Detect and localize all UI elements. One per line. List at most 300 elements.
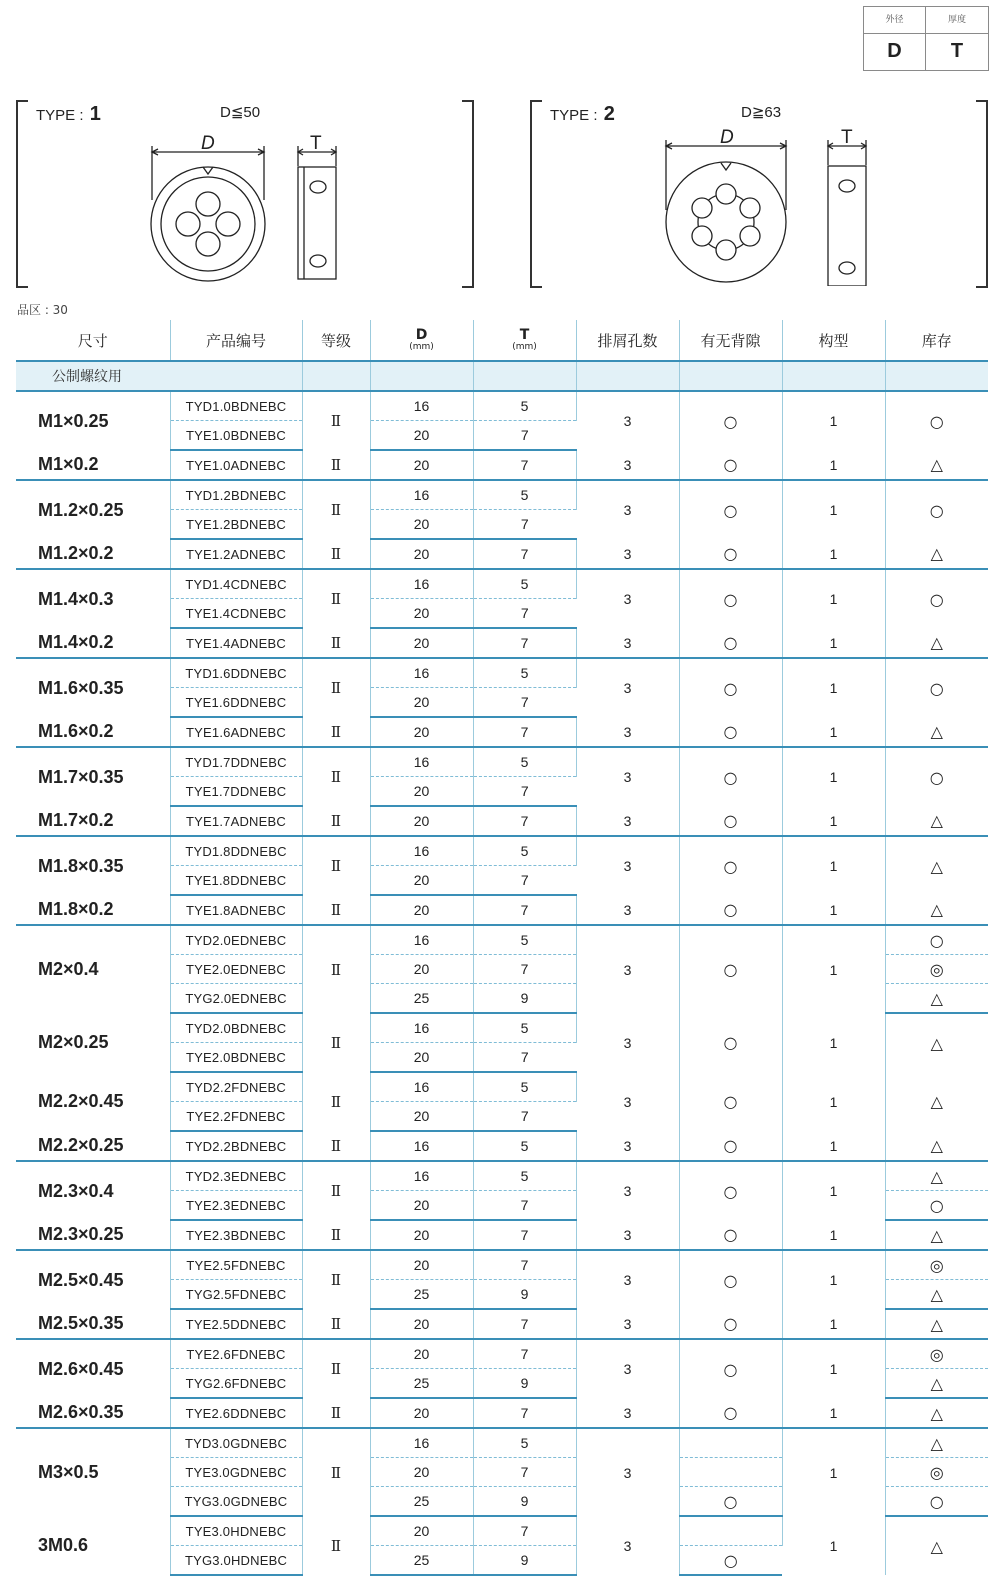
table-row: [16, 806, 988, 836]
t-cell: 5: [473, 1161, 576, 1191]
type-label: TYPE : 1: [36, 103, 101, 125]
t-cell: 7: [473, 1191, 576, 1221]
table-row: [16, 391, 988, 421]
stock-cell: ○: [885, 1487, 988, 1517]
d-cell: 20: [370, 1102, 473, 1132]
clearance-cell: ○: [679, 1250, 782, 1309]
t-cell: 9: [473, 1369, 576, 1399]
type-cell: 1: [782, 1013, 885, 1072]
table-row: [16, 925, 988, 955]
table-row: [16, 747, 988, 777]
size-cell: M2.2×0.25: [16, 1131, 170, 1161]
type-cell: 1: [782, 836, 885, 895]
part-number-cell: TYE2.6FDNEBC: [170, 1339, 302, 1369]
col-header-type: 构型: [782, 320, 885, 361]
legend-outer-diameter: [864, 7, 926, 70]
part-number-cell: TYE1.6DDNEBC: [170, 688, 302, 718]
part-number-cell: TYE1.2BDNEBC: [170, 510, 302, 540]
t-cell: 9: [473, 1546, 576, 1576]
stock-cell: ○: [885, 925, 988, 955]
type-number: 2: [603, 103, 615, 125]
part-number-cell: TYD2.0BDNEBC: [170, 1013, 302, 1043]
holes-cell: 3: [576, 391, 679, 450]
t-cell: 7: [473, 421, 576, 451]
grade-cell: Ⅱ: [302, 1309, 370, 1339]
type-1-die-drawing: [16, 100, 474, 286]
clearance-cell: ○: [679, 1131, 782, 1161]
stock-cell: △: [885, 1280, 988, 1310]
stock-cell: ◎: [885, 1339, 988, 1369]
stock-cell: ○: [929, 589, 944, 609]
table-row: [16, 1013, 988, 1043]
clearance-cell: ○: [679, 1339, 782, 1398]
type-cell: 1: [782, 1428, 885, 1516]
t-cell: 7: [473, 539, 576, 569]
clearance-cell: [679, 1516, 782, 1546]
table-row: [16, 1220, 988, 1250]
clearance-cell: ○: [679, 1398, 782, 1428]
type-number: 1: [89, 103, 101, 125]
clearance-cell: ○: [679, 569, 782, 628]
table-body: [16, 361, 988, 1575]
t-cell: 5: [473, 747, 576, 777]
d-cell: 20: [370, 717, 473, 747]
col-header-size: 尺寸: [16, 320, 170, 361]
size-cell: M2.5×0.35: [16, 1309, 170, 1339]
stock-cell: △: [885, 717, 988, 747]
size-cell: M2.3×0.4: [16, 1161, 170, 1220]
holes-cell: 3: [576, 925, 679, 1013]
d-cell: 25: [370, 1280, 473, 1310]
type-2-panel: [530, 100, 988, 286]
grade-cell: Ⅱ: [302, 628, 370, 658]
holes-cell: 3: [576, 895, 679, 925]
holes-cell: 3: [576, 1309, 679, 1339]
t-cell: 9: [473, 984, 576, 1014]
holes-cell: 3: [576, 1072, 679, 1131]
area-label: 品区 : 30: [17, 303, 68, 317]
table-row: [16, 1161, 988, 1191]
d-cell: 16: [370, 1131, 473, 1161]
type-cell: 1: [782, 628, 885, 658]
type-cell: 1: [782, 1250, 885, 1309]
part-number-cell: TYG3.0GDNEBC: [170, 1487, 302, 1517]
grade-cell: Ⅱ: [302, 1428, 370, 1516]
t-cell: 9: [473, 1487, 576, 1517]
t-cell: 5: [473, 1013, 576, 1043]
t-cell: 7: [473, 688, 576, 718]
table-row: [16, 628, 988, 658]
stock-cell: △: [885, 1131, 988, 1161]
legend-label: 外径: [864, 7, 925, 34]
part-number-cell: TYD2.2FDNEBC: [170, 1072, 302, 1102]
dim-d-label: D: [720, 127, 734, 148]
d-cell: 20: [370, 1398, 473, 1428]
clearance-cell: ○: [679, 895, 782, 925]
t-cell: 5: [473, 569, 576, 599]
col-header-t: T (mm): [473, 320, 576, 361]
size-cell: M2.6×0.35: [16, 1398, 170, 1428]
table-row: [16, 717, 988, 747]
part-number-cell: TYG2.0EDNEBC: [170, 984, 302, 1014]
holes-cell: 3: [576, 628, 679, 658]
size-cell: M2.2×0.45: [16, 1072, 170, 1131]
stock-cell: ◎: [885, 1250, 988, 1280]
grade-cell: Ⅱ: [302, 391, 370, 450]
d-cell: 20: [370, 1309, 473, 1339]
size-cell: M1×0.2: [16, 450, 170, 480]
d-cell: 16: [370, 569, 473, 599]
holes-cell: 3: [576, 717, 679, 747]
stock-cell: △: [885, 628, 988, 658]
part-number-cell: TYD1.7DDNEBC: [170, 747, 302, 777]
d-cell: 20: [370, 1220, 473, 1250]
type-cell: 1: [782, 895, 885, 925]
clearance-cell: ○: [679, 450, 782, 480]
d-cell: 20: [370, 1250, 473, 1280]
grade-cell: Ⅱ: [302, 717, 370, 747]
col-header-holes: 排屑孔数: [576, 320, 679, 361]
t-cell: 7: [473, 895, 576, 925]
t-cell: 5: [473, 1428, 576, 1458]
stock-cell: ○: [929, 411, 944, 431]
part-number-cell: TYE2.0EDNEBC: [170, 955, 302, 984]
clearance-cell: ○: [679, 717, 782, 747]
part-number-cell: TYE2.5DDNEBC: [170, 1309, 302, 1339]
d-cell: 20: [370, 1191, 473, 1221]
stock-cell: △: [885, 1398, 988, 1428]
stock-cell: △: [885, 1309, 988, 1339]
part-number-cell: TYD1.6DDNEBC: [170, 658, 302, 688]
grade-cell: Ⅱ: [302, 539, 370, 569]
size-cell: M1.2×0.2: [16, 539, 170, 569]
part-number-cell: TYD2.2BDNEBC: [170, 1131, 302, 1161]
clearance-cell: ○: [679, 1161, 782, 1220]
table-row: [16, 539, 988, 569]
table-row: [16, 1309, 988, 1339]
stock-cell: ◎: [885, 955, 988, 984]
t-cell: 7: [473, 628, 576, 658]
spec-table: [16, 320, 988, 1576]
part-number-cell: TYE1.0BDNEBC: [170, 421, 302, 451]
size-cell: M2.3×0.25: [16, 1220, 170, 1250]
stock-cell: ◎: [885, 1458, 988, 1487]
t-cell: 9: [473, 1280, 576, 1310]
type-cell: 1: [782, 1516, 885, 1575]
part-number-cell: TYG2.5FDNEBC: [170, 1280, 302, 1310]
clearance-cell: ○: [679, 628, 782, 658]
t-cell: 7: [473, 866, 576, 896]
holes-cell: 3: [576, 1220, 679, 1250]
part-number-cell: TYE2.3EDNEBC: [170, 1191, 302, 1221]
type-cell: 1: [782, 1072, 885, 1131]
stock-cell: △: [885, 1220, 988, 1250]
part-number-cell: TYD1.4CDNEBC: [170, 569, 302, 599]
d-cell: 20: [370, 688, 473, 718]
t-cell: 7: [473, 1339, 576, 1369]
holes-cell: 3: [576, 569, 679, 628]
clearance-cell: ○: [679, 658, 782, 717]
table-row: [16, 1339, 988, 1369]
t-cell: 7: [473, 1398, 576, 1428]
size-cell: M2×0.25: [16, 1013, 170, 1072]
clearance-cell: ○: [679, 539, 782, 569]
grade-cell: Ⅱ: [302, 450, 370, 480]
holes-cell: 3: [576, 747, 679, 806]
t-cell: 5: [473, 836, 576, 866]
grade-cell: Ⅱ: [302, 1220, 370, 1250]
table-row: [16, 450, 988, 480]
t-cell: 5: [473, 1131, 576, 1161]
part-number-cell: TYD2.0EDNEBC: [170, 925, 302, 955]
holes-cell: 3: [576, 539, 679, 569]
size-cell: M3×0.5: [16, 1428, 170, 1516]
size-cell: M1.6×0.35: [16, 658, 170, 717]
type-2-die-drawing: [530, 100, 988, 286]
col-header-clearance: 有无背隙: [679, 320, 782, 361]
t-cell: 7: [473, 777, 576, 807]
grade-cell: Ⅱ: [302, 1131, 370, 1161]
dim-t-label: T: [310, 133, 322, 154]
holes-cell: 3: [576, 1250, 679, 1309]
d-cell: 20: [370, 806, 473, 836]
d-cell: 16: [370, 1161, 473, 1191]
d-cell: 20: [370, 599, 473, 629]
t-cell: 7: [473, 1458, 576, 1487]
size-cell: M1.6×0.2: [16, 717, 170, 747]
table-row: [16, 569, 988, 599]
table-row: [16, 895, 988, 925]
legend-symbol: D: [887, 40, 902, 62]
d-cell: 20: [370, 421, 473, 451]
t-cell: 7: [473, 955, 576, 984]
grade-cell: Ⅱ: [302, 925, 370, 1013]
table-header-row: [16, 320, 988, 361]
holes-cell: 3: [576, 658, 679, 717]
d-cell: 20: [370, 866, 473, 896]
type-cell: 1: [782, 1131, 885, 1161]
size-cell: M1.7×0.35: [16, 747, 170, 806]
clearance-cell: ○: [679, 1487, 782, 1517]
part-number-cell: TYD1.0BDNEBC: [170, 391, 302, 421]
type-cell: 1: [782, 747, 885, 806]
clearance-cell: ○: [679, 1546, 782, 1576]
t-cell: 5: [473, 391, 576, 421]
type-cell: 1: [782, 925, 885, 1013]
part-number-cell: TYD1.8DDNEBC: [170, 836, 302, 866]
type-cell: 1: [782, 1161, 885, 1220]
clearance-cell: ○: [679, 1220, 782, 1250]
part-number-cell: TYE2.0BDNEBC: [170, 1043, 302, 1073]
t-cell: 5: [473, 658, 576, 688]
clearance-cell: ○: [679, 391, 782, 450]
grade-cell: Ⅱ: [302, 1339, 370, 1398]
holes-cell: 3: [576, 1516, 679, 1575]
clearance-cell: ○: [679, 1013, 782, 1072]
col-header-d: D (mm): [370, 320, 473, 361]
dimension-legend: [863, 6, 989, 71]
part-number-cell: TYE2.3BDNEBC: [170, 1220, 302, 1250]
table-row: [16, 1398, 988, 1428]
d-cell: 16: [370, 1072, 473, 1102]
stock-cell: △: [885, 806, 988, 836]
d-cell: 20: [370, 1339, 473, 1369]
part-number-cell: TYD3.0GDNEBC: [170, 1428, 302, 1458]
table-row: [16, 1428, 988, 1458]
stock-cell: △: [885, 450, 988, 480]
d-cell: 25: [370, 1487, 473, 1517]
d-cell: 20: [370, 1516, 473, 1546]
t-cell: 7: [473, 1250, 576, 1280]
size-cell: M1.7×0.2: [16, 806, 170, 836]
size-cell: 3M0.6: [16, 1516, 170, 1575]
grade-cell: Ⅱ: [302, 1072, 370, 1131]
t-cell: 7: [473, 450, 576, 480]
type-label: TYPE : 2: [550, 103, 615, 125]
clearance-cell: ○: [679, 747, 782, 806]
clearance-cell: [679, 1428, 782, 1458]
type-cell: 1: [782, 450, 885, 480]
grade-cell: Ⅱ: [302, 1398, 370, 1428]
grade-cell: Ⅱ: [302, 806, 370, 836]
d-cell: 25: [370, 984, 473, 1014]
d-cell: 16: [370, 391, 473, 421]
t-cell: 7: [473, 510, 576, 540]
part-number-cell: TYE2.5FDNEBC: [170, 1250, 302, 1280]
table-row: [16, 658, 988, 688]
type-cell: 1: [782, 391, 885, 450]
size-cell: M1.4×0.2: [16, 628, 170, 658]
holes-cell: 3: [576, 1131, 679, 1161]
part-number-cell: TYE1.4CDNEBC: [170, 599, 302, 629]
holes-cell: 3: [576, 1013, 679, 1072]
d-cell: 20: [370, 777, 473, 807]
stock-cell: △: [930, 1536, 943, 1556]
legend-thickness: [926, 7, 988, 70]
d-cell: 20: [370, 1458, 473, 1487]
stock-cell: △: [885, 1369, 988, 1399]
type-cell: 1: [782, 1220, 885, 1250]
stock-cell: △: [885, 895, 988, 925]
d-cell: 20: [370, 895, 473, 925]
d-cell: 25: [370, 1546, 473, 1576]
table-row: [16, 1072, 988, 1102]
stock-cell: ○: [885, 1191, 988, 1221]
type-cell: 1: [782, 480, 885, 539]
stock-cell: △: [930, 1092, 943, 1111]
part-number-cell: TYE2.6DDNEBC: [170, 1398, 302, 1428]
dim-t-label: T: [841, 127, 853, 148]
d-cell: 16: [370, 836, 473, 866]
stock-cell: △: [930, 1033, 943, 1053]
part-number-cell: TYG2.6FDNEBC: [170, 1369, 302, 1399]
d-cell: 16: [370, 925, 473, 955]
holes-cell: 3: [576, 806, 679, 836]
table-row: [16, 1250, 988, 1280]
t-cell: 7: [473, 806, 576, 836]
d-cell: 16: [370, 658, 473, 688]
grade-cell: Ⅱ: [302, 569, 370, 628]
clearance-cell: ○: [679, 806, 782, 836]
holes-cell: 3: [576, 836, 679, 895]
part-number-cell: TYE1.4ADNEBC: [170, 628, 302, 658]
size-cell: M1.2×0.25: [16, 480, 170, 539]
clearance-cell: ○: [679, 1072, 782, 1131]
grade-cell: Ⅱ: [302, 1516, 370, 1575]
dim-d-label: D: [201, 133, 215, 154]
holes-cell: 3: [576, 1161, 679, 1220]
holes-cell: 3: [576, 480, 679, 539]
size-cell: M1.8×0.35: [16, 836, 170, 895]
type-1-panel: [16, 100, 474, 286]
grade-cell: Ⅱ: [302, 480, 370, 539]
table-row: [16, 836, 988, 866]
type-cell: 1: [782, 806, 885, 836]
t-cell: 7: [473, 1102, 576, 1132]
d-cell: 20: [370, 450, 473, 480]
d-cell: 16: [370, 1428, 473, 1458]
d-cell: 20: [370, 628, 473, 658]
type-cell: 1: [782, 1309, 885, 1339]
clearance-cell: [679, 1458, 782, 1487]
legend-label: 厚度: [926, 7, 988, 34]
part-number-cell: TYE2.2FDNEBC: [170, 1102, 302, 1132]
part-number-cell: TYD1.2BDNEBC: [170, 480, 302, 510]
d-cell: 20: [370, 510, 473, 540]
d-cell: 16: [370, 1013, 473, 1043]
size-cell: M2×0.4: [16, 925, 170, 1013]
type-cell: 1: [782, 658, 885, 717]
grade-cell: Ⅱ: [302, 1013, 370, 1072]
col-header-stock: 库存: [885, 320, 988, 361]
category-label: 公制螺纹用: [16, 361, 302, 391]
table-row: [16, 1131, 988, 1161]
type-cell: 1: [782, 569, 885, 628]
legend-symbol: T: [950, 40, 964, 62]
stock-cell: △: [930, 856, 943, 876]
d-cell: 16: [370, 480, 473, 510]
d-cell: 25: [370, 1369, 473, 1399]
clearance-cell: ○: [679, 925, 782, 1013]
table-row: [16, 1516, 988, 1546]
part-number-cell: TYD2.3EDNEBC: [170, 1161, 302, 1191]
t-cell: 7: [473, 1309, 576, 1339]
clearance-cell: ○: [679, 480, 782, 539]
part-number-cell: TYE1.7DDNEBC: [170, 777, 302, 807]
grade-cell: Ⅱ: [302, 747, 370, 806]
t-cell: 5: [473, 1072, 576, 1102]
table-row: [16, 480, 988, 510]
part-number-cell: TYE1.0ADNEBC: [170, 450, 302, 480]
col-header-part-number: 产品编号: [170, 320, 302, 361]
t-cell: 5: [473, 480, 576, 510]
t-cell: 7: [473, 1220, 576, 1250]
grade-cell: Ⅱ: [302, 1250, 370, 1309]
stock-cell: △: [885, 1161, 988, 1191]
part-number-cell: TYE1.7ADNEBC: [170, 806, 302, 836]
size-cell: M1.8×0.2: [16, 895, 170, 925]
part-number-cell: TYE1.6ADNEBC: [170, 717, 302, 747]
part-number-cell: TYE1.8ADNEBC: [170, 895, 302, 925]
holes-cell: 3: [576, 1398, 679, 1428]
size-cell: M1×0.25: [16, 391, 170, 450]
stock-cell: △: [885, 1428, 988, 1458]
part-number-cell: TYG3.0HDNEBC: [170, 1546, 302, 1576]
t-cell: 7: [473, 1516, 576, 1546]
d-cell: 20: [370, 955, 473, 984]
stock-cell: ○: [929, 500, 944, 520]
grade-cell: Ⅱ: [302, 1161, 370, 1220]
